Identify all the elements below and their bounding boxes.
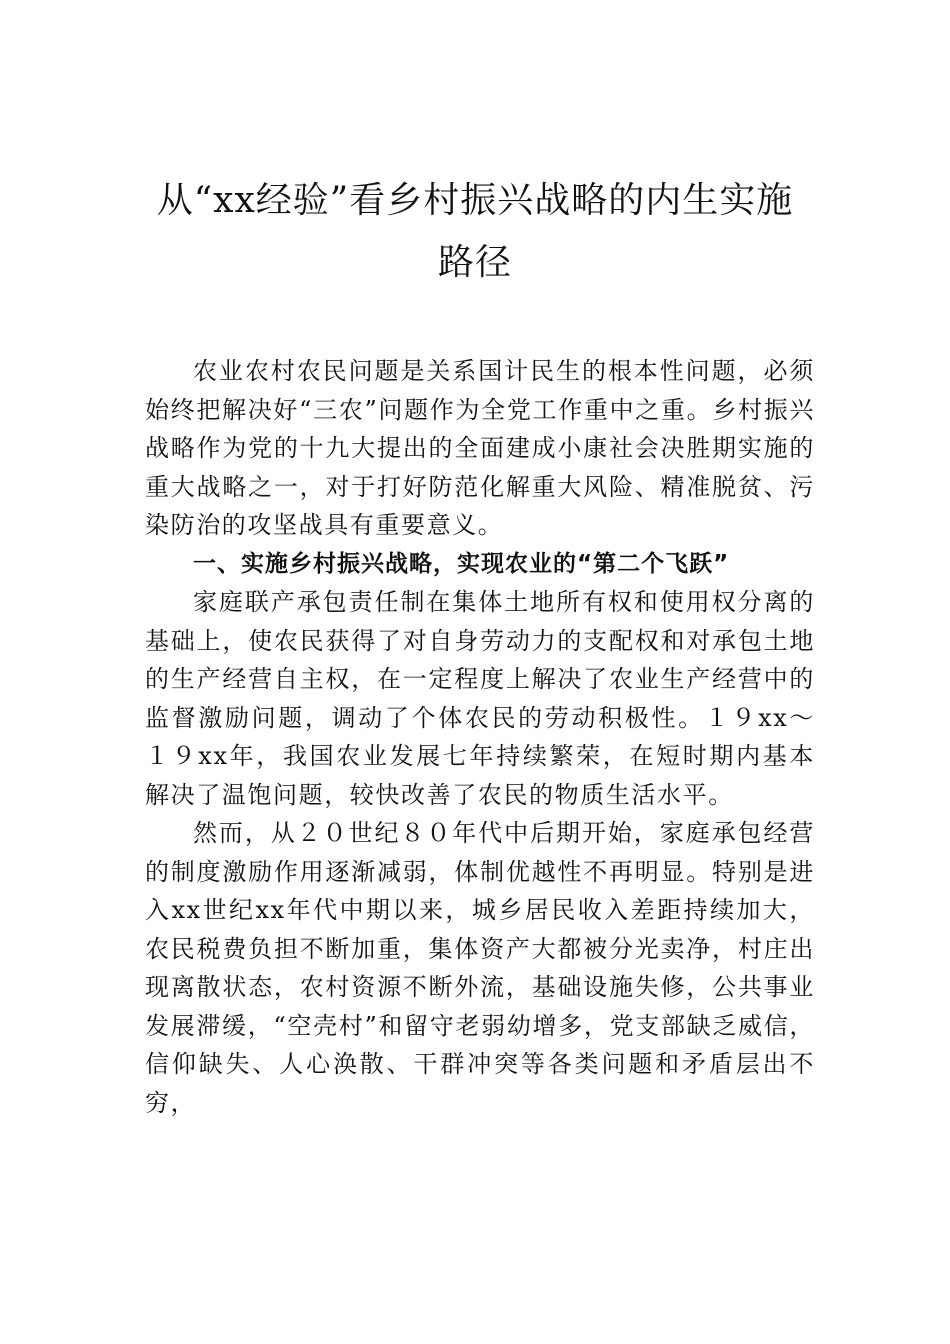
section1-paragraph-1: 家庭联产承包责任制在集体土地所有权和使用权分离的基础上，使农民获得了对自身劳动力的支配权和对承包土地的生产经营自主权，在一定程度上解决了农业生产经营中的监督激励问题，调动了个体农民的劳动积极性。１９xx～１９xx年，我国农业发展七年持续繁荣，在短时期内基本解决了温饱问题，较快改善了农民的物质生活水平。 [145, 588, 815, 809]
section-heading-1: 一、实施乡村振兴战略，实现农业的“第二个飞跃” [193, 550, 730, 577]
title-line-2: 路径 [437, 242, 512, 283]
title-line-1: 从“xx经验”看乡村振兴战略的内生实施 [156, 180, 794, 221]
document-title [140, 170, 810, 294]
intro-paragraph: 农业农村农民问题是关系国计民生的根本性问题，必须始终把解决好“三农”问题作为全党工作重中之重。乡村振兴战略作为党的十九大提出的全面建成小康社会决胜期实施的重大战略之一，对于打好防范化解重大风险、精准脱贫、污染防治的攻坚战具有重要意义。 [145, 357, 815, 539]
document-body [145, 352, 815, 1122]
section1-paragraph-2: 然而，从２０世纪８０年代中后期开始，家庭承包经营的制度激励作用逐渐减弱，体制优越性不再明显。特别是进入xx世纪xx年代中期以来，城乡居民收入差距持续加大，农民税费负担不断加重，集体资产大都被分光卖净，村庄出现离散状态，农村资源不断外流，基础设施失修，公共事业发展滞缓，“空壳村”和留守老弱幼增多，党支部缺乏威信，信仰缺失、人心涣散、干群冲突等各类问题和矛盾层出不穷， [145, 819, 815, 1117]
